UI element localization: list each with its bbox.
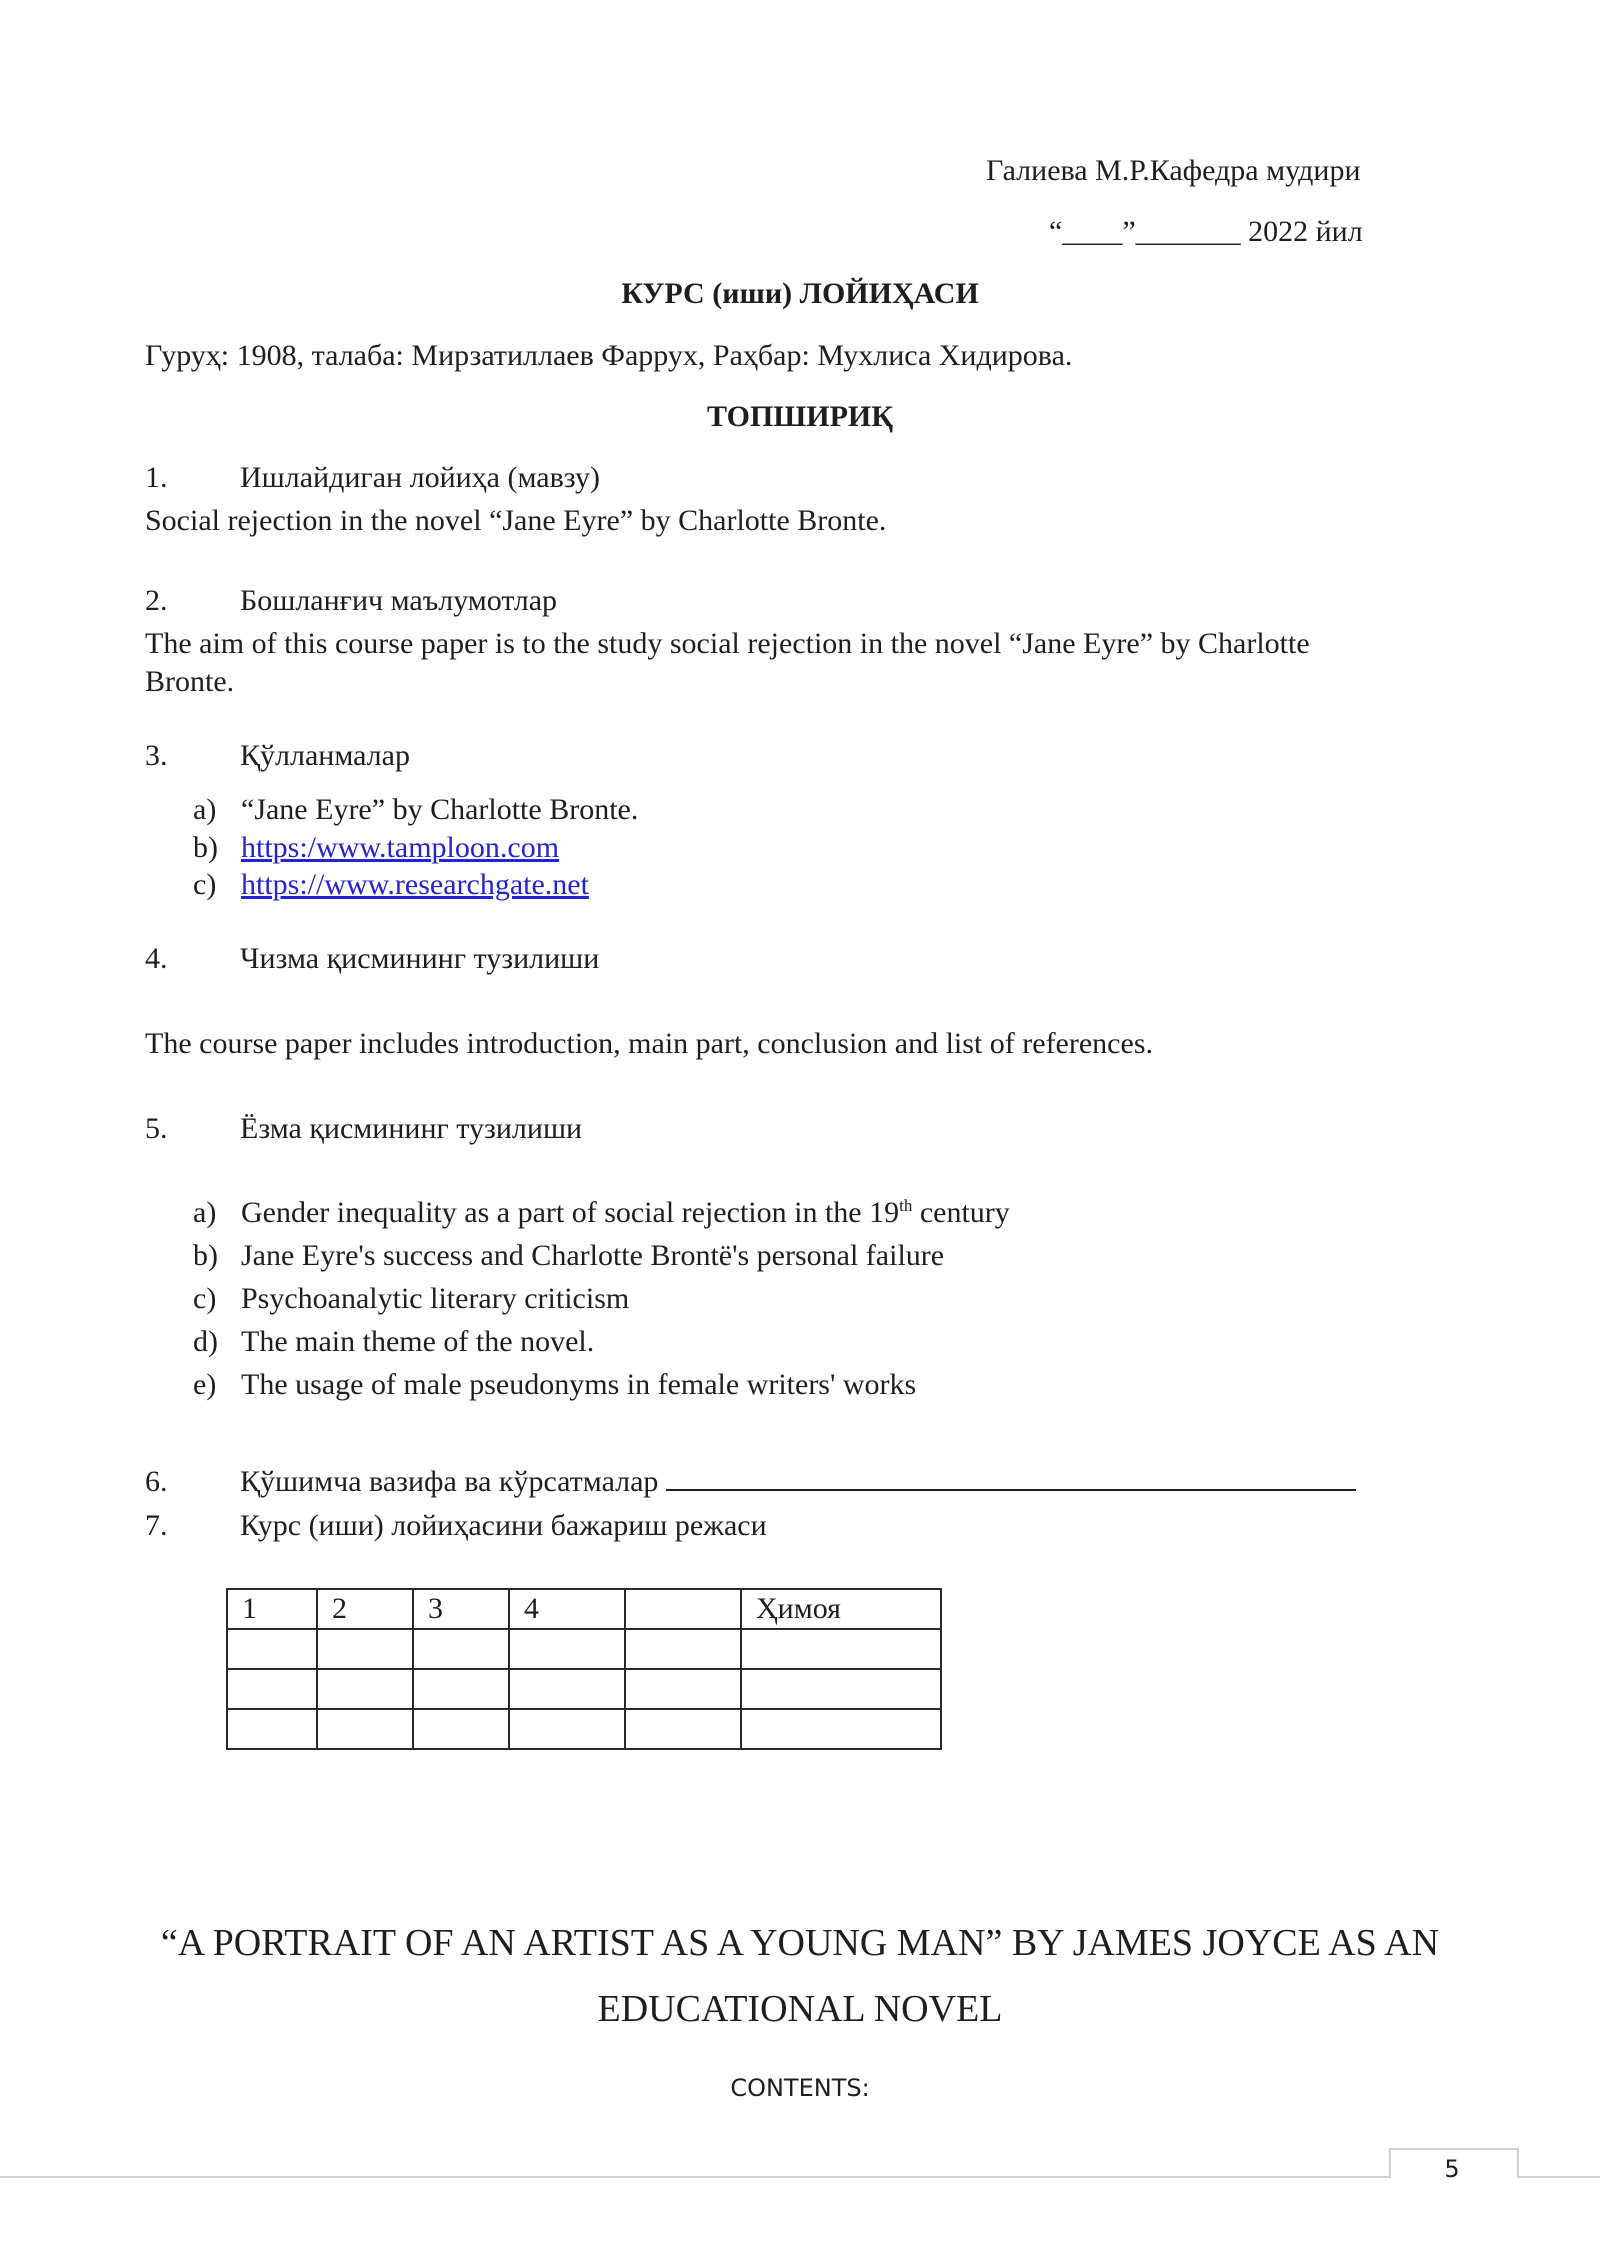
list-letter: b)	[193, 1239, 218, 1272]
table-row	[227, 1629, 941, 1669]
section-4-text: The course paper includes introduction, main part, conclusion and list of references.	[145, 1027, 1153, 1060]
list-letter: c)	[193, 868, 217, 901]
section-label: Бошланғич маълумотлар	[240, 584, 558, 617]
table-cell	[413, 1669, 509, 1709]
contents-label: CONTENTS:	[730, 2074, 870, 2102]
section-2-text-line2: Bronte.	[145, 665, 235, 698]
table-header-cell: 2	[317, 1589, 413, 1629]
footer-rule-left	[0, 2176, 1391, 2178]
table-cell	[227, 1629, 317, 1669]
chapter-title: The main theme of the novel.	[241, 1325, 595, 1358]
reference-link-tamploon[interactable]: https:/www.tamploon.com	[241, 831, 560, 864]
table-cell	[741, 1669, 941, 1709]
section-label: Қўлланмалар	[240, 739, 410, 772]
list-letter: d)	[193, 1325, 218, 1358]
chapter-title-line1: “A PORTRAIT OF AN ARTIST AS A YOUNG MAN” BY JAMES JOYCE AS AN	[160, 1922, 1440, 1964]
table-row	[227, 1669, 941, 1709]
section-label: Ёзма қисмининг тузилиши	[240, 1112, 583, 1145]
section-label-with-blank: Қўшимча вазифа ва кўрсатмалар	[240, 1463, 1356, 1501]
list-letter: e)	[193, 1368, 217, 1401]
list-letter: a)	[193, 1196, 217, 1229]
chapter-title: Gender inequality as a part of social rejection in the 19th century	[241, 1196, 1010, 1229]
chapter-title-line2: EDUCATIONAL NOVEL	[597, 1988, 1003, 2030]
section-number: 7.	[145, 1509, 168, 1542]
table-cell	[227, 1669, 317, 1709]
reference-text: “Jane Eyre” by Charlotte Bronte.	[241, 793, 639, 826]
document-heading: КУРС (иши) ЛОЙИҲАСИ	[621, 277, 979, 310]
section-label: Курс (иши) лойиҳасини бажариш режаси	[240, 1509, 767, 1542]
section-label: Ишлайдиган лойиҳа (мавзу)	[240, 461, 600, 494]
table-header-cell: 4	[509, 1589, 625, 1629]
task-heading: ТОПШИРИҚ	[707, 400, 893, 433]
page-number: 5	[1444, 2155, 1460, 2183]
table-cell	[227, 1709, 317, 1749]
chapter-title: Jane Eyre's success and Charlotte Brontë's personal failure	[241, 1239, 945, 1272]
table-cell	[741, 1709, 941, 1749]
chapter-title: Psychoanalytic literary criticism	[241, 1282, 630, 1315]
table-cell	[413, 1629, 509, 1669]
table-header-cell: 3	[413, 1589, 509, 1629]
fill-in-blank	[666, 1463, 1356, 1491]
table-cell	[509, 1709, 625, 1749]
list-letter: c)	[193, 1282, 217, 1315]
list-letter: a)	[193, 793, 217, 826]
table-row	[227, 1709, 941, 1749]
table-cell	[317, 1629, 413, 1669]
table-header-row	[227, 1589, 941, 1629]
section-number: 3.	[145, 739, 168, 772]
chapter-title: The usage of male pseudonyms in female writers' works	[241, 1368, 917, 1401]
plan-table	[226, 1588, 942, 1750]
table-cell	[509, 1669, 625, 1709]
group-line: Гуруҳ: 1908, талаба: Мирзатиллаев Фаррух, Раҳбар: Мухлиса Хидирова.	[145, 339, 1073, 372]
section-number: 5.	[145, 1112, 168, 1145]
section-number: 4.	[145, 942, 168, 975]
table-cell	[625, 1709, 741, 1749]
date-line: “____”_______ 2022 йил	[1049, 215, 1363, 248]
table-cell	[625, 1669, 741, 1709]
table-header-cell	[625, 1589, 741, 1629]
table-cell	[509, 1629, 625, 1669]
section-2-text-line1: The aim of this course paper is to the study social rejection in the novel “Jane Eyre” by Charlotte	[145, 627, 1310, 660]
table-cell	[317, 1709, 413, 1749]
approver-line: Галиева М.Р.Кафедра мудири	[986, 154, 1361, 187]
ordinal-suffix: th	[899, 1196, 913, 1215]
table-cell	[741, 1629, 941, 1669]
reference-link-researchgate[interactable]: https://www.researchgate.net	[241, 868, 589, 901]
list-letter: b)	[193, 831, 218, 864]
table-header-cell: 1	[227, 1589, 317, 1629]
table-cell	[413, 1709, 509, 1749]
table-cell	[317, 1669, 413, 1709]
table-header-cell: Ҳимоя	[741, 1589, 941, 1629]
section-label: Чизма қисмининг тузилиши	[240, 942, 600, 975]
section-1-text: Social rejection in the novel “Jane Eyre” by Charlotte Bronte.	[145, 504, 887, 537]
table-cell	[625, 1629, 741, 1669]
section-number: 1.	[145, 461, 168, 494]
section-number: 6.	[145, 1465, 168, 1498]
section-number: 2.	[145, 584, 168, 617]
footer-rule-right	[1513, 2176, 1600, 2178]
